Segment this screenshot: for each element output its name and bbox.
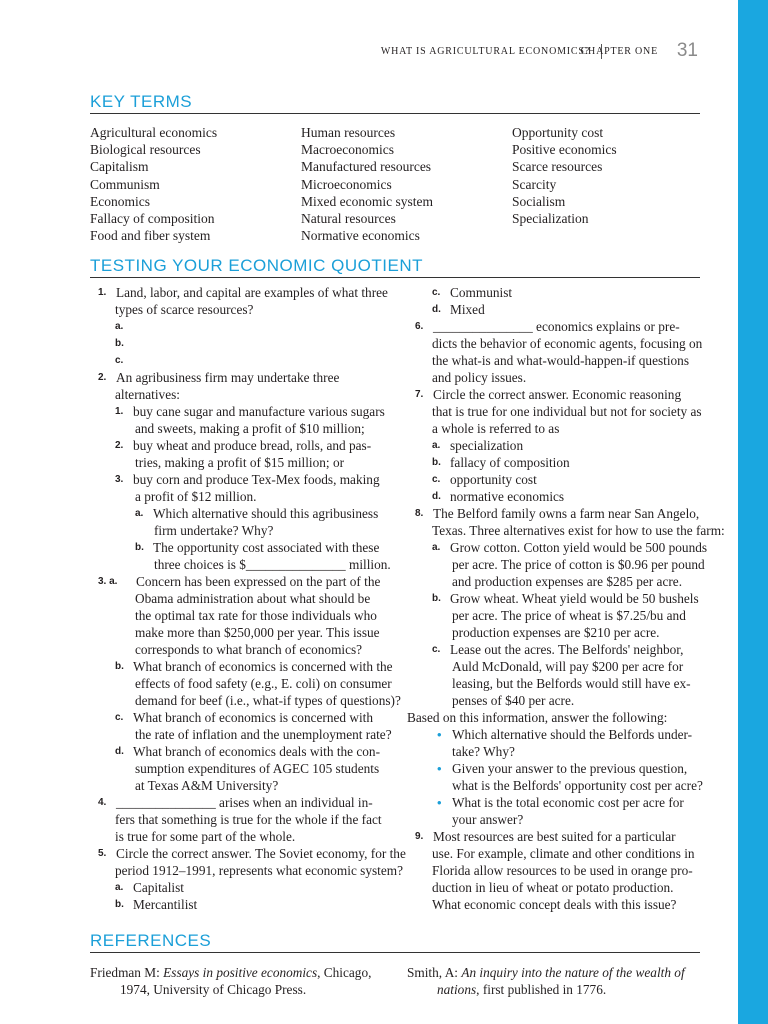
question-text: Which alternative should this agribusiness — [153, 506, 379, 521]
bullet-marker: • — [437, 795, 442, 810]
question-text: Based on this information, answer the following: — [407, 710, 668, 725]
key-term: Natural resources — [301, 211, 396, 227]
question-line — [90, 420, 390, 437]
question-line — [407, 811, 702, 828]
question-line — [90, 352, 390, 369]
ref-title: An inquiry into the nature of the wealth of — [461, 965, 685, 980]
question-text: the optimal tax rate for those individuals who — [135, 608, 377, 623]
question-line — [407, 335, 702, 352]
key-term: Macroeconomics — [301, 142, 394, 158]
key-terms-column-3 — [512, 124, 617, 227]
question-line — [407, 403, 702, 420]
item-number: 9. — [415, 831, 424, 842]
question-line — [90, 454, 390, 471]
question-line — [407, 760, 702, 777]
question-text: per acre. The price of cotton is $0.96 per pound — [452, 557, 705, 572]
question-text: sumption expenditures of AGEC 105 students — [135, 761, 380, 776]
question-line — [407, 454, 702, 471]
question-line — [90, 505, 390, 522]
question-text: Obama administration about what should be — [135, 591, 371, 606]
item-number: 1. — [115, 406, 124, 417]
question-text: the rate of inflation and the unemployment rate? — [135, 727, 392, 742]
references-heading — [90, 931, 700, 953]
question-line — [90, 896, 390, 913]
question-text: _______________ economics explains or pre- — [433, 319, 680, 334]
question-line — [407, 539, 708, 556]
question-text: period 1912–1991, represents what economic system? — [115, 863, 404, 878]
page-number: 31 — [676, 40, 698, 61]
key-term: Agricultural economics — [90, 125, 218, 140]
key-term: Positive economics — [512, 142, 617, 158]
question-text: Which alternative should the Belfords under- — [452, 727, 693, 742]
question-text: types of scarce resources? — [115, 302, 254, 317]
key-term: Scarce resources — [512, 159, 603, 175]
question-text: the what-is and what-would-happen-if questions — [432, 353, 690, 368]
item-number: c. — [432, 474, 441, 485]
question-text: what is the Belfords' opportunity cost per acre? — [452, 778, 703, 793]
item-number: 3. a. — [98, 576, 118, 587]
question-line — [407, 437, 702, 454]
question-text: take? Why? — [452, 744, 515, 759]
item-number: 5. — [98, 848, 107, 859]
question-text: at Texas A&M University? — [135, 778, 279, 793]
question-text: effects of food safety (e.g., E. coli) on consumer — [135, 676, 392, 691]
question-line — [407, 658, 702, 675]
question-text: fallacy of composition — [450, 455, 570, 470]
key-term: Manufactured resources — [301, 159, 432, 175]
question-line — [90, 590, 390, 607]
key-terms-heading — [90, 92, 700, 114]
questions-left-column — [90, 284, 406, 913]
question-text: Mixed — [450, 302, 485, 317]
question-line — [90, 539, 390, 556]
key-term: Biological resources — [90, 142, 201, 158]
ref-author: Friedman M: — [90, 965, 160, 980]
item-number: c. — [115, 712, 124, 723]
question-line — [90, 811, 390, 828]
header-title: WHAT IS AGRICULTURAL ECONOMICS? — [380, 46, 590, 57]
item-number: 6. — [415, 321, 424, 332]
question-line — [90, 403, 390, 420]
references-title: REFERENCES — [90, 931, 212, 950]
question-text: What economic concept deals with this issue? — [432, 897, 677, 912]
question-text: and sweets, making a profit of $10 million; — [135, 421, 365, 436]
key-terms-column-1 — [90, 124, 217, 244]
key-term: Specialization — [512, 211, 589, 227]
question-line — [90, 556, 390, 573]
key-term: Opportunity cost — [512, 125, 604, 140]
quotient-title: TESTING YOUR ECONOMIC QUOTIENT — [90, 256, 423, 275]
question-text: production expenses are $210 per acre. — [452, 625, 660, 640]
key-terms-column-2 — [301, 124, 433, 244]
question-line — [90, 641, 390, 658]
item-number: 7. — [415, 389, 424, 400]
key-term: Scarcity — [512, 176, 557, 192]
question-text: Auld McDonald, will pay $200 per acre for — [452, 659, 684, 674]
item-number: b. — [432, 593, 441, 604]
question-line — [407, 879, 702, 896]
key-term: Food and fiber system — [90, 228, 211, 244]
question-text: make more than $250,000 per year. This issue — [135, 625, 380, 640]
question-line — [90, 692, 401, 709]
question-text: firm undertake? Why? — [154, 523, 274, 538]
question-text: Texas. Three alternatives exist for how to use the farm: — [432, 523, 725, 538]
question-line — [90, 879, 390, 896]
bullet-marker: • — [437, 761, 442, 776]
question-text: a profit of $12 million. — [135, 489, 257, 504]
question-line — [407, 862, 702, 879]
question-line — [407, 777, 702, 794]
question-text: Circle the correct answer. Economic reasoning — [433, 387, 682, 402]
question-line — [407, 896, 702, 913]
item-number: b. — [135, 542, 144, 553]
question-text: duction in lieu of wheat or potato production. — [432, 880, 674, 895]
question-line — [90, 488, 390, 505]
key-term: Socialism — [512, 193, 566, 209]
question-line — [90, 709, 390, 726]
ref-publication: , first published in 1776. — [476, 982, 607, 997]
question-text: that is true for one individual but not for society as — [432, 404, 702, 419]
question-text: use. For example, climate and other conditions in — [432, 846, 695, 861]
item-number: 1. — [98, 287, 107, 298]
page-edge-bar — [738, 0, 768, 1024]
reference-smith — [407, 964, 707, 998]
item-number: a. — [432, 440, 441, 451]
question-text: corresponds to what branch of economics? — [135, 642, 363, 657]
question-line — [407, 624, 702, 641]
item-number: d. — [432, 304, 441, 315]
question-line — [90, 522, 390, 539]
item-number: d. — [115, 746, 124, 757]
question-text: What is the total economic cost per acre for — [452, 795, 684, 810]
question-line — [90, 624, 390, 641]
question-text: dicts the behavior of economic agents, focusing on — [432, 336, 703, 351]
key-term: Fallacy of composition — [90, 211, 215, 227]
key-term: Mixed economic system — [301, 193, 433, 209]
question-text: An agribusiness firm may undertake three — [116, 370, 340, 385]
question-text: normative economics — [450, 489, 565, 504]
question-line — [407, 573, 702, 590]
question-text: Grow wheat. Wheat yield would be 50 bushels — [450, 591, 699, 606]
question-text: demand for beef (i.e., what-if types of questions)? — [135, 693, 401, 708]
question-text: leasing, but the Belfords would still have ex- — [452, 676, 691, 691]
item-number: 4. — [98, 797, 107, 808]
item-number: 2. — [115, 440, 124, 451]
reference-friedman — [90, 964, 390, 998]
item-number: a. — [432, 542, 441, 553]
question-line — [90, 658, 393, 675]
question-line — [90, 335, 390, 352]
item-number: b. — [432, 457, 441, 468]
item-number: a. — [135, 508, 144, 519]
question-line — [90, 726, 390, 743]
item-number: 2. — [98, 372, 107, 383]
question-text: Circle the correct answer. The Soviet economy, for the — [116, 846, 406, 861]
question-line — [407, 726, 702, 743]
question-text: The opportunity cost associated with these — [153, 540, 380, 555]
questions-right-column — [407, 284, 725, 913]
question-text: tries, making a profit of $15 million; or — [135, 455, 345, 470]
quotient-heading — [90, 256, 700, 278]
question-line — [407, 845, 702, 862]
item-number: 8. — [415, 508, 424, 519]
question-text: Most resources are best suited for a particular — [433, 829, 676, 844]
question-line — [90, 794, 390, 811]
question-line — [407, 386, 702, 403]
question-line — [407, 488, 702, 505]
question-text: is true for some part of the whole. — [115, 829, 296, 844]
question-line — [407, 794, 702, 811]
question-text: alternatives: — [115, 387, 180, 402]
key-term: Microeconomics — [301, 176, 392, 192]
item-number: b. — [115, 661, 124, 672]
question-line — [90, 845, 406, 862]
question-line — [90, 828, 390, 845]
question-line — [407, 556, 705, 573]
question-line — [407, 590, 702, 607]
question-line — [407, 352, 702, 369]
question-line — [90, 437, 390, 454]
item-number: 3. — [115, 474, 124, 485]
running-header — [300, 41, 700, 63]
question-text: Given your answer to the previous question, — [452, 761, 688, 776]
key-term: Normative economics — [301, 228, 420, 244]
question-text: buy corn and produce Tex-Mex foods, making — [133, 472, 380, 487]
question-text: What branch of economics is concerned with — [133, 710, 373, 725]
question-text: What branch of economics deals with the con- — [133, 744, 381, 759]
key-term: Communism — [90, 176, 160, 192]
question-text: a whole is referred to as — [432, 421, 560, 436]
question-line — [407, 743, 702, 760]
question-text: Grow cotton. Cotton yield would be 500 pounds — [450, 540, 708, 555]
question-text: and production expenses are $285 per acre. — [452, 574, 683, 589]
key-term: Economics — [90, 193, 150, 209]
question-text: Capitalist — [133, 880, 184, 895]
item-number: d. — [432, 491, 441, 502]
ref-title: Essays in positive economics — [163, 965, 318, 980]
question-line — [407, 828, 702, 845]
question-line — [407, 420, 702, 437]
question-text: per acre. The price of wheat is $7.25/bu and — [452, 608, 686, 623]
question-text: Concern has been expressed on the part of the — [136, 574, 381, 589]
question-text: buy wheat and produce bread, rolls, and pas- — [133, 438, 372, 453]
question-line — [90, 573, 390, 590]
question-line — [90, 743, 390, 760]
item-number: c. — [432, 644, 441, 655]
ref-publisher: , Chicago, — [317, 965, 372, 980]
question-line — [90, 607, 390, 624]
question-line — [90, 318, 390, 335]
question-line — [90, 862, 404, 879]
question-line — [407, 641, 702, 658]
question-line — [407, 709, 702, 726]
question-line — [90, 301, 390, 318]
item-number: c. — [432, 287, 441, 298]
question-text: and policy issues. — [432, 370, 527, 385]
question-text: Florida allow resources to be used in orange pro- — [432, 863, 693, 878]
question-text: What branch of economics is concerned with the — [133, 659, 393, 674]
bullet-marker: • — [437, 727, 442, 742]
ref-author: Smith, A: — [407, 965, 458, 980]
key-term: Capitalism — [90, 159, 149, 175]
key-term: Human resources — [301, 125, 396, 140]
header-chapter: CHAPTER ONE — [580, 46, 658, 57]
question-text: specialization — [450, 438, 524, 453]
question-line — [90, 471, 390, 488]
item-number: a. — [115, 882, 124, 893]
question-line — [407, 675, 702, 692]
question-line — [407, 505, 702, 522]
question-text: Land, labor, and capital are examples of what three — [116, 285, 388, 300]
question-text: Lease out the acres. The Belfords' neighbor, — [450, 642, 684, 657]
question-text: opportunity cost — [450, 472, 537, 487]
question-text: Mercantilist — [133, 897, 198, 912]
question-text: fers that something is true for the whole if the fact — [115, 812, 382, 827]
question-line — [90, 369, 390, 386]
question-line — [90, 675, 390, 692]
question-text: penses of $40 per acre. — [452, 693, 575, 708]
question-line — [90, 777, 390, 794]
question-text: The Belford family owns a farm near San Angelo, — [433, 506, 700, 521]
question-line — [407, 471, 702, 488]
key-terms-title: KEY TERMS — [90, 92, 193, 111]
question-text: three choices is $_______________ million. — [154, 557, 391, 572]
question-line — [407, 301, 702, 318]
question-text: buy cane sugar and manufacture various sugars — [133, 404, 385, 419]
question-line — [407, 522, 725, 539]
question-line — [90, 760, 390, 777]
question-line — [90, 386, 390, 403]
question-text: your answer? — [452, 812, 524, 827]
question-line — [407, 318, 702, 335]
ref-title-cont: nations — [437, 982, 477, 997]
question-line — [407, 607, 702, 624]
ref-publisher-line: 1974, University of Chicago Press. — [120, 982, 307, 997]
item-number: c. — [115, 355, 124, 366]
question-text: _______________ arises when an individual in- — [116, 795, 373, 810]
question-line — [407, 369, 702, 386]
item-number: b. — [115, 338, 124, 349]
question-line — [90, 284, 390, 301]
item-number: b. — [115, 899, 124, 910]
question-text: Communist — [450, 285, 513, 300]
question-line — [407, 692, 702, 709]
item-number: a. — [115, 321, 124, 332]
question-line — [407, 284, 702, 301]
